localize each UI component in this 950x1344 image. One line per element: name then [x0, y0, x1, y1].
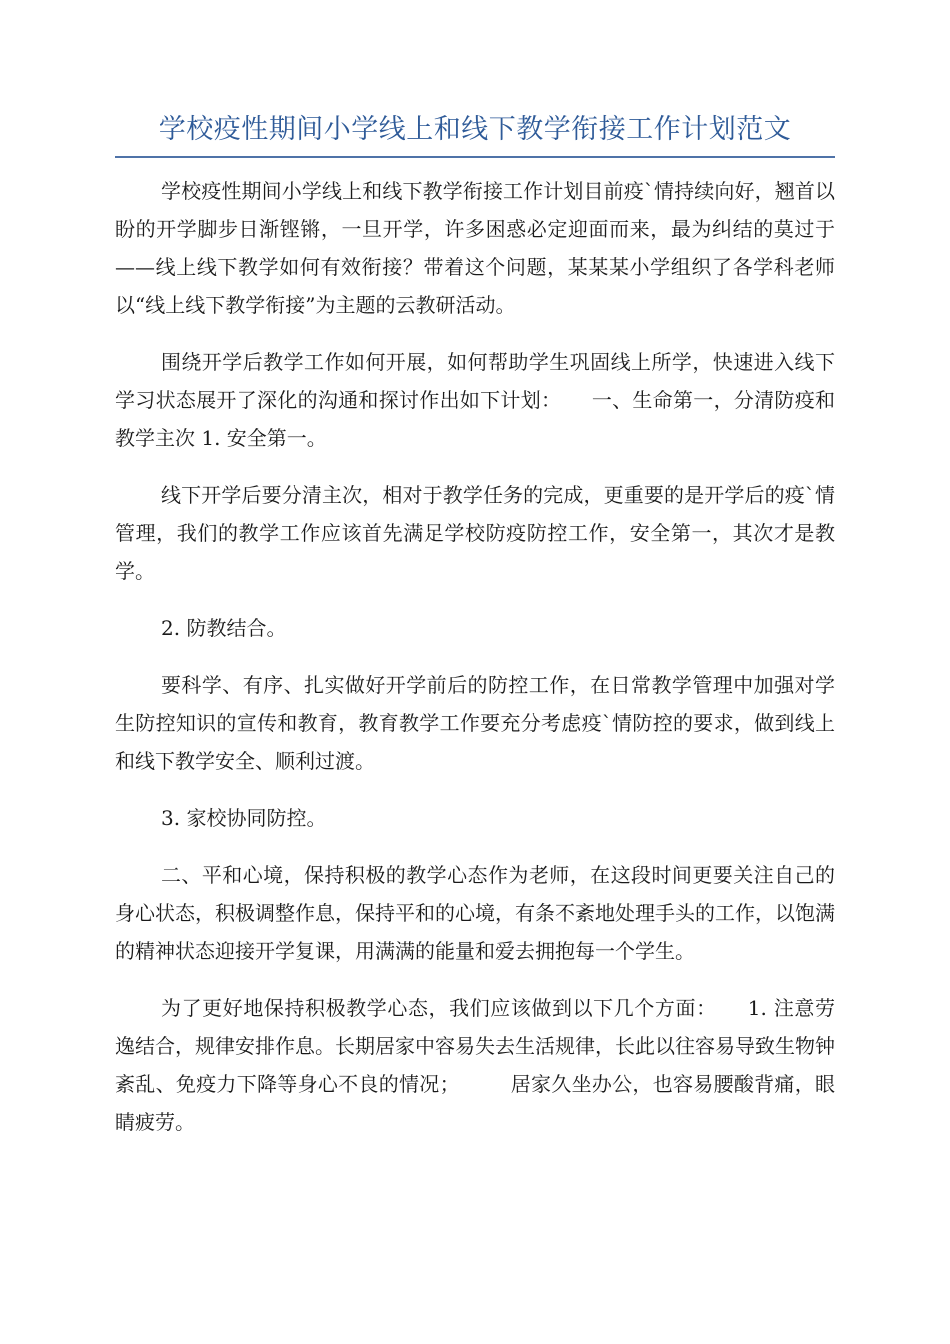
paragraph-prevention-control: 要科学、有序、扎实做好开学前后的防控工作，在日常教学管理中加强对学生防控知识的宣传和教育，教育教学工作要充分考虑疫`情防控的要求，做到线上和线下教学安全、顺利过渡。 [115, 673, 835, 773]
paragraph-heading-prevention-teaching: 2. 防教结合。 [161, 616, 287, 640]
paragraph-heading-home-school: 3. 家校协同防控。 [161, 806, 327, 830]
document-body [115, 172, 835, 1160]
paragraph-plan-overview: 围绕开学后教学工作如何开展，如何帮助学生巩固线上所学，快速进入线下学习状态展开了深化的沟通和探讨作出如下计划： 一、生命第一，分清防疫和教学主次 1. 安全第一。 [115, 350, 835, 450]
paragraph-priority: 线下开学后要分清主次，相对于教学任务的完成，更重要的是开学后的疫`情管理，我们的教学工作应该首先满足学校防疫防控工作，安全第一，其次才是教学。 [115, 483, 835, 583]
document-title: 学校疫性期间小学线上和线下教学衔接工作计划范文 [158, 114, 792, 145]
paragraph-calm-mindset: 二、平和心境，保持积极的教学心态作为老师，在这段时间更要关注自己的身心状态，积极调整作息，保持平和的心境，有条不紊地处理手头的工作，以饱满的精神状态迎接开学复课，用满满的能量和爱去拥抱每一个学生。 [115, 863, 835, 963]
paragraph-intro: 学校疫性期间小学线上和线下教学衔接工作计划目前疫`情持续向好，翘首以盼的开学脚步日渐铿锵，一旦开学，许多困惑必定迎面而来，最为纠结的莫过于——线上线下教学如何有效衔接？带着这个问题，某某某小学组织了各学科老师以“线上线下教学衔接”为主题的云教研活动。 [115, 179, 835, 317]
title-block [115, 110, 835, 158]
paragraph-work-rest-balance: 为了更好地保持积极教学心态，我们应该做到以下几个方面： 1. 注意劳逸结合，规律安排作息。长期居家中容易失去生活规律，长此以往容易导致生物钟紊乱、免疫力下降等身心不良的情况； 居家久坐办公，也容易腰酸背痛，眼睛疲劳。 [115, 996, 835, 1134]
